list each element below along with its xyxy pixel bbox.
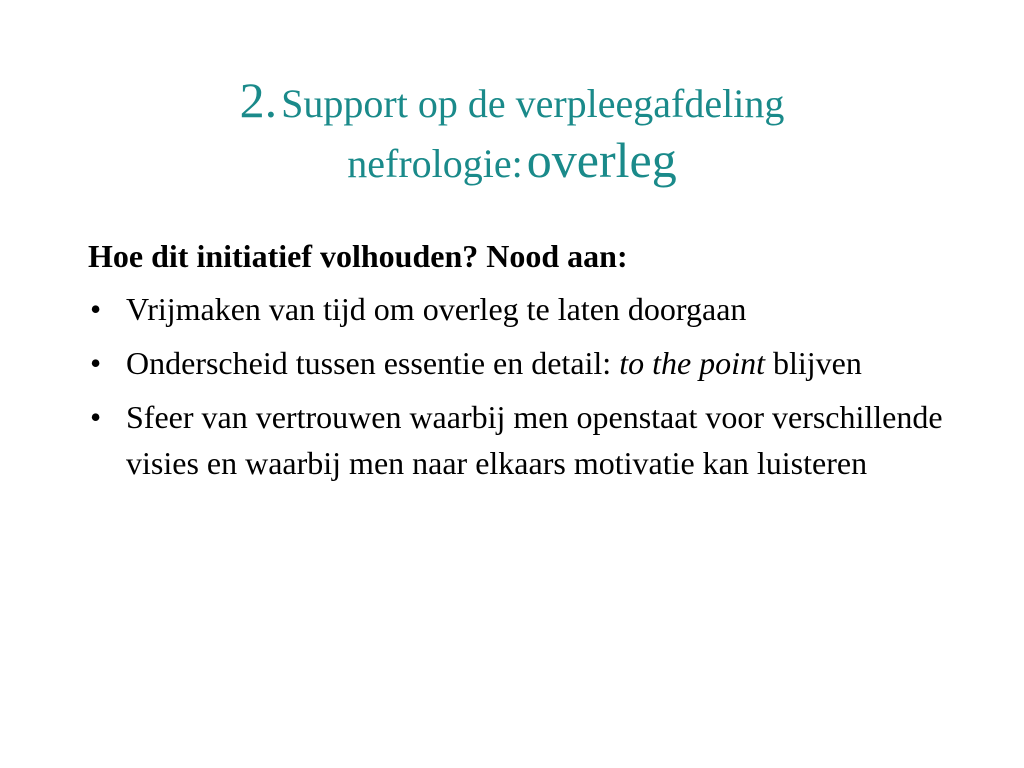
- title-line-1: [60, 70, 964, 130]
- bullet-text-italic: to the point: [619, 345, 765, 381]
- title-line-2: [60, 130, 964, 190]
- slide-title: [60, 70, 964, 190]
- title-number: 2.: [239, 72, 278, 128]
- bullet-item: [88, 340, 968, 386]
- bullet-icon: •: [90, 345, 102, 381]
- bullet-text-before: Onderscheid tussen essentie en detail:: [126, 345, 620, 381]
- bullet-text: Vrijmaken van tijd om overleg te laten doorgaan: [126, 291, 747, 327]
- bullet-icon: •: [90, 291, 102, 327]
- bullet-item: [88, 286, 968, 332]
- bullet-icon: •: [90, 399, 102, 435]
- bullet-text-after: blijven: [764, 345, 862, 381]
- bullet-item: [88, 394, 968, 486]
- title-emphasis: overleg: [526, 132, 677, 188]
- bullet-text: Sfeer van vertrouwen waarbij men openstaat voor verschillende visies en waarbij men naar elkaars motivatie kan luisteren: [126, 399, 943, 481]
- slide-body: [88, 233, 968, 494]
- title-text-line-1: Support op de verpleegafdeling: [281, 81, 785, 126]
- body-heading: Hoe dit initiatief volhouden? Nood aan:: [88, 238, 628, 274]
- bullet-list: [88, 286, 968, 486]
- title-text-line-2: nefrologie:: [347, 141, 523, 186]
